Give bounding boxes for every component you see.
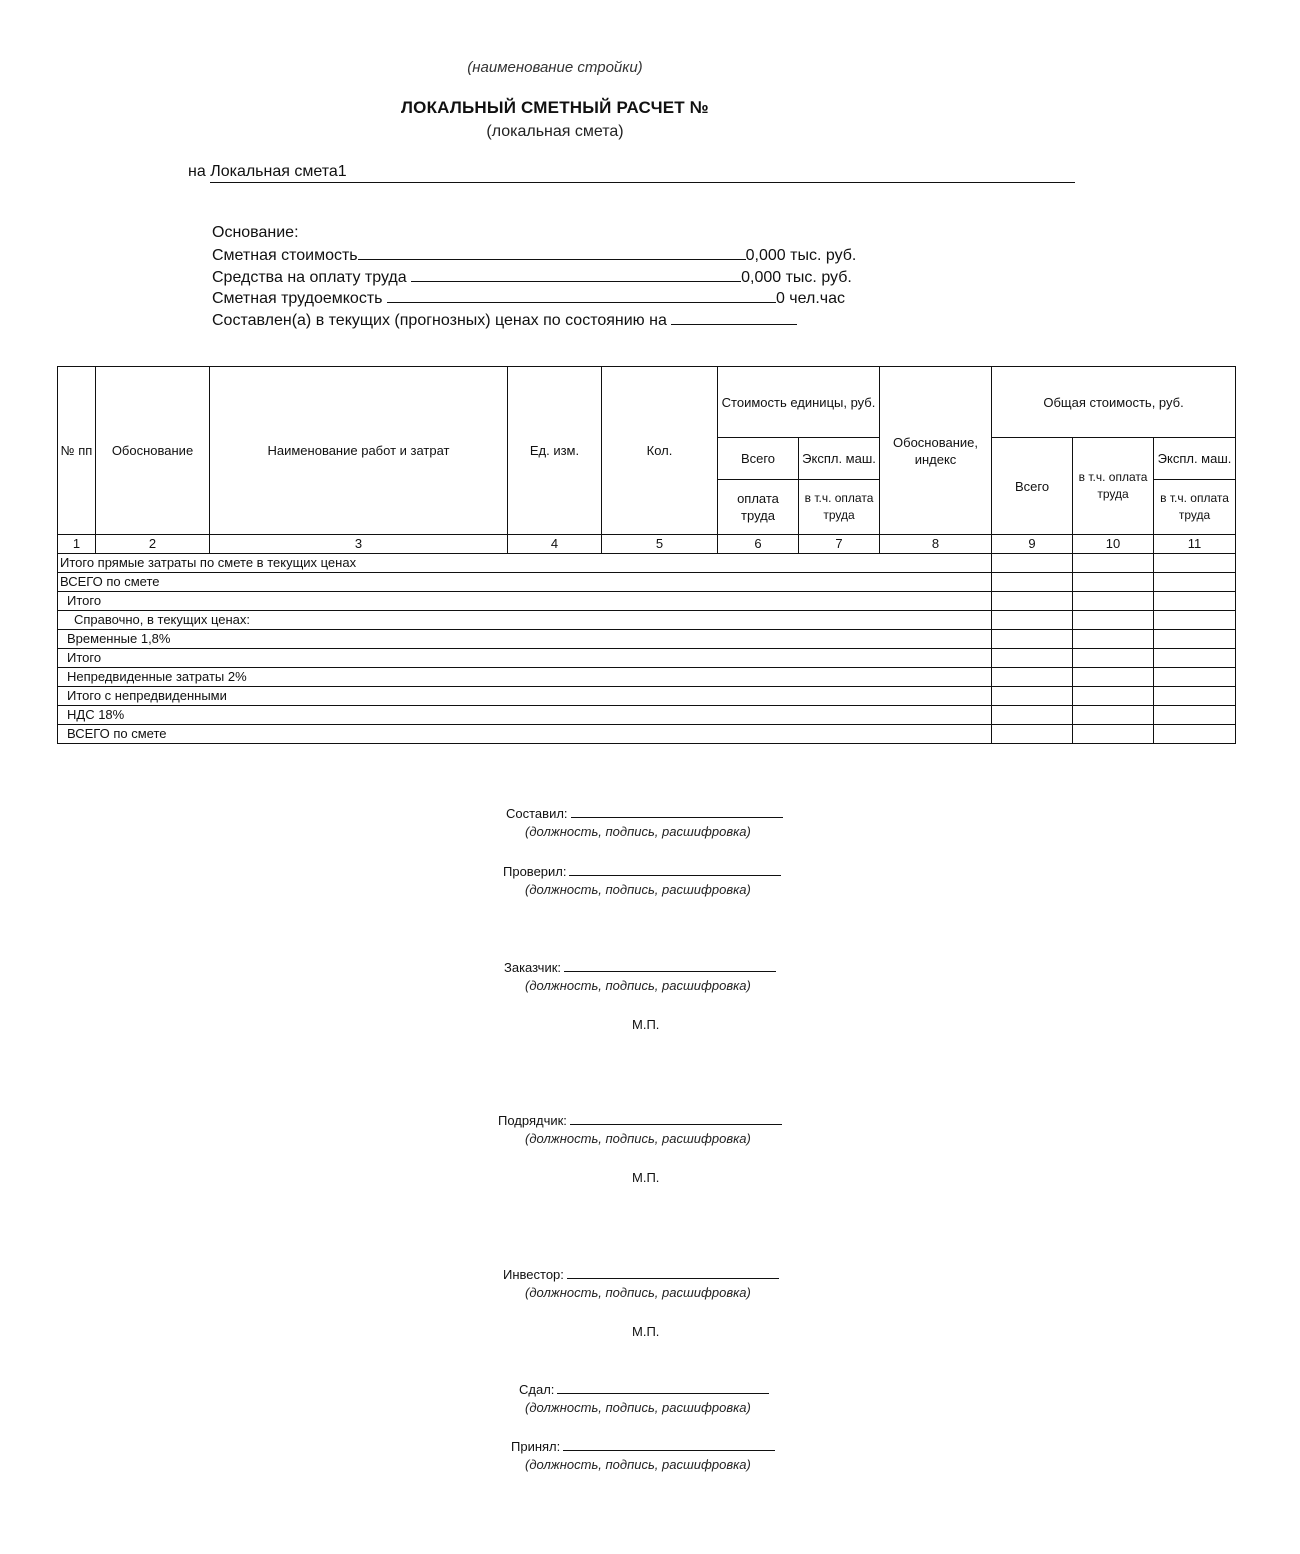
construction-name-caption: (наименование стройки) — [467, 59, 643, 76]
summary-value-cell — [1073, 687, 1154, 706]
signature-checked-hint: (должность, подпись, расшифровка) — [525, 882, 751, 897]
summary-value-cell — [992, 554, 1073, 573]
summary-value-cell — [992, 573, 1073, 592]
summary-value-cell — [1154, 611, 1236, 630]
summary-rows — [58, 554, 1236, 744]
column-number-cell: 7 — [799, 535, 880, 554]
header-unit: Ед. изм. — [508, 367, 602, 535]
summary-value-cell — [1154, 573, 1236, 592]
summary-value-cell — [1073, 554, 1154, 573]
signature-compiled — [506, 805, 783, 821]
basis-price-date-label: Составлен(а) в текущих (прогнозных) ценах по состоянию на — [212, 312, 672, 329]
signature-investor-hint: (должность, подпись, расшифровка) — [525, 1285, 751, 1300]
summary-value-cell — [1073, 668, 1154, 687]
header-unit-total: Всего — [718, 438, 799, 480]
summary-value-cell — [1154, 592, 1236, 611]
header-total-machine: Экспл. маш. — [1154, 438, 1236, 480]
header-basis-index: Обоснование, индекс — [880, 367, 992, 535]
signature-contractor-hint: (должность, подпись, расшифровка) — [525, 1131, 751, 1146]
signature-handed — [519, 1381, 769, 1397]
summary-row-label: Итого — [58, 592, 992, 611]
summary-value-cell — [1154, 725, 1236, 744]
summary-row — [58, 725, 1236, 744]
header-unit-machine-labor: в т.ч. оплата труда — [799, 480, 880, 535]
document-title: ЛОКАЛЬНЫЙ СМЕТНЫЙ РАСЧЕТ № — [401, 98, 709, 117]
summary-row-label: ВСЕГО по смете — [58, 725, 992, 744]
signature-compiled-label: Составил: — [506, 806, 568, 821]
summary-value-cell — [1154, 649, 1236, 668]
header-quantity: Кол. — [602, 367, 718, 535]
summary-row-label: Итого — [58, 649, 992, 668]
column-number-cell: 2 — [96, 535, 210, 554]
signature-accepted-hint: (должность, подпись, расшифровка) — [525, 1457, 751, 1472]
basis-estimated-cost-value: 0,000 тыс. руб. — [745, 247, 857, 264]
summary-row — [58, 706, 1236, 725]
estimate-table — [57, 366, 1236, 744]
summary-value-cell — [1073, 706, 1154, 725]
column-number-cell: 5 — [602, 535, 718, 554]
summary-row — [58, 630, 1236, 649]
signature-handed-hint: (должность, подпись, расшифровка) — [525, 1400, 751, 1415]
summary-row — [58, 687, 1236, 706]
signature-handed-line[interactable] — [557, 1381, 769, 1394]
signature-customer-hint: (должность, подпись, расшифровка) — [525, 978, 751, 993]
column-number-cell: 9 — [992, 535, 1073, 554]
column-number-cell: 3 — [210, 535, 508, 554]
header-total-cost: Общая стоимость, руб. — [992, 367, 1236, 438]
header-unit-cost: Стоимость единицы, руб. — [718, 367, 880, 438]
basis-estimated-cost — [212, 245, 856, 265]
signature-contractor-line[interactable] — [570, 1112, 782, 1125]
signature-contractor — [498, 1112, 782, 1128]
header-unit-labor: оплата труда — [718, 480, 799, 535]
signature-investor-line[interactable] — [567, 1266, 779, 1279]
summary-row-label: ВСЕГО по смете — [58, 573, 992, 592]
stamp-place-contractor: М.П. — [632, 1170, 660, 1185]
signature-checked-label: Проверил: — [503, 864, 567, 879]
summary-value-cell — [992, 611, 1073, 630]
column-number-cell: 4 — [508, 535, 602, 554]
summary-value-cell — [1073, 573, 1154, 592]
basis-estimated-cost-label: Сметная стоимость — [212, 247, 358, 264]
signature-accepted-line[interactable] — [563, 1438, 775, 1451]
estimate-name-field: Локальная смета1 — [210, 163, 1075, 183]
stamp-place-investor: М.П. — [632, 1324, 660, 1339]
summary-row — [58, 649, 1236, 668]
column-number-cell: 6 — [718, 535, 799, 554]
summary-row-label: НДС 18% — [58, 706, 992, 725]
summary-row — [58, 592, 1236, 611]
summary-value-cell — [1073, 649, 1154, 668]
summary-value-cell — [1154, 630, 1236, 649]
column-numbers-row — [58, 535, 1236, 554]
summary-row — [58, 611, 1236, 630]
summary-value-cell — [992, 668, 1073, 687]
signature-investor-label: Инвестор: — [503, 1267, 564, 1282]
basis-labor-intensity — [212, 288, 845, 308]
summary-value-cell — [1154, 554, 1236, 573]
basis-labor-intensity-value: 0 чел.час — [775, 290, 845, 307]
signature-contractor-label: Подрядчик: — [498, 1113, 567, 1128]
basis-labor-funds — [212, 267, 852, 287]
summary-row-label: Итого прямые затраты по смете в текущих ценах — [58, 554, 992, 573]
basis-labor-funds-label: Средства на оплату труда — [212, 269, 412, 286]
summary-value-cell — [1154, 687, 1236, 706]
signature-handed-label: Сдал: — [519, 1382, 555, 1397]
basis-label: Основание: — [212, 224, 299, 241]
summary-value-cell — [1073, 630, 1154, 649]
summary-value-cell — [1073, 592, 1154, 611]
summary-row-label: Справочно, в текущих ценах: — [58, 611, 992, 630]
summary-value-cell — [992, 725, 1073, 744]
estimate-for-line — [188, 163, 1075, 183]
header-total-labor: в т.ч. оплата труда — [1073, 438, 1154, 535]
summary-value-cell — [1154, 668, 1236, 687]
summary-row — [58, 573, 1236, 592]
header-row-number: № пп — [58, 367, 96, 535]
summary-row — [58, 668, 1236, 687]
summary-value-cell — [992, 649, 1073, 668]
signature-compiled-hint: (должность, подпись, расшифровка) — [525, 824, 751, 839]
header-total-machine-labor: в т.ч. оплата труда — [1154, 480, 1236, 535]
estimate-for-prefix: на — [188, 163, 206, 180]
column-number-cell: 8 — [880, 535, 992, 554]
basis-labor-intensity-label: Сметная трудоемкость — [212, 290, 387, 307]
signature-checked-line[interactable] — [569, 863, 781, 876]
summary-value-cell — [992, 706, 1073, 725]
signature-checked — [503, 863, 781, 879]
header-work-name: Наименование работ и затрат — [210, 367, 508, 535]
basis-price-date — [212, 310, 797, 330]
signature-customer-label: Заказчик: — [504, 960, 562, 975]
header-unit-machine: Экспл. маш. — [799, 438, 880, 480]
signature-compiled-line[interactable] — [571, 805, 783, 818]
signature-accepted-label: Принял: — [511, 1439, 561, 1454]
summary-value-cell — [1073, 725, 1154, 744]
summary-row-label: Временные 1,8% — [58, 630, 992, 649]
basis-labor-funds-value: 0,000 тыс. руб. — [741, 269, 852, 286]
summary-row — [58, 554, 1236, 573]
signature-customer-line[interactable] — [564, 959, 776, 972]
summary-value-cell — [992, 630, 1073, 649]
column-number-cell: 10 — [1073, 535, 1154, 554]
signature-investor — [503, 1266, 779, 1282]
signature-customer — [504, 959, 776, 975]
stamp-place-customer: М.П. — [632, 1017, 660, 1032]
summary-row-label: Итого с непредвиденными — [58, 687, 992, 706]
summary-value-cell — [992, 687, 1073, 706]
summary-value-cell — [992, 592, 1073, 611]
summary-row-label: Непредвиденные затраты 2% — [58, 668, 992, 687]
header-basis: Обоснование — [96, 367, 210, 535]
document-subtitle: (локальная смета) — [486, 123, 624, 140]
signature-accepted — [511, 1438, 775, 1454]
header-total-all: Всего — [992, 438, 1073, 535]
summary-value-cell — [1073, 611, 1154, 630]
column-number-cell: 11 — [1154, 535, 1236, 554]
column-number-cell: 1 — [58, 535, 96, 554]
summary-value-cell — [1154, 706, 1236, 725]
